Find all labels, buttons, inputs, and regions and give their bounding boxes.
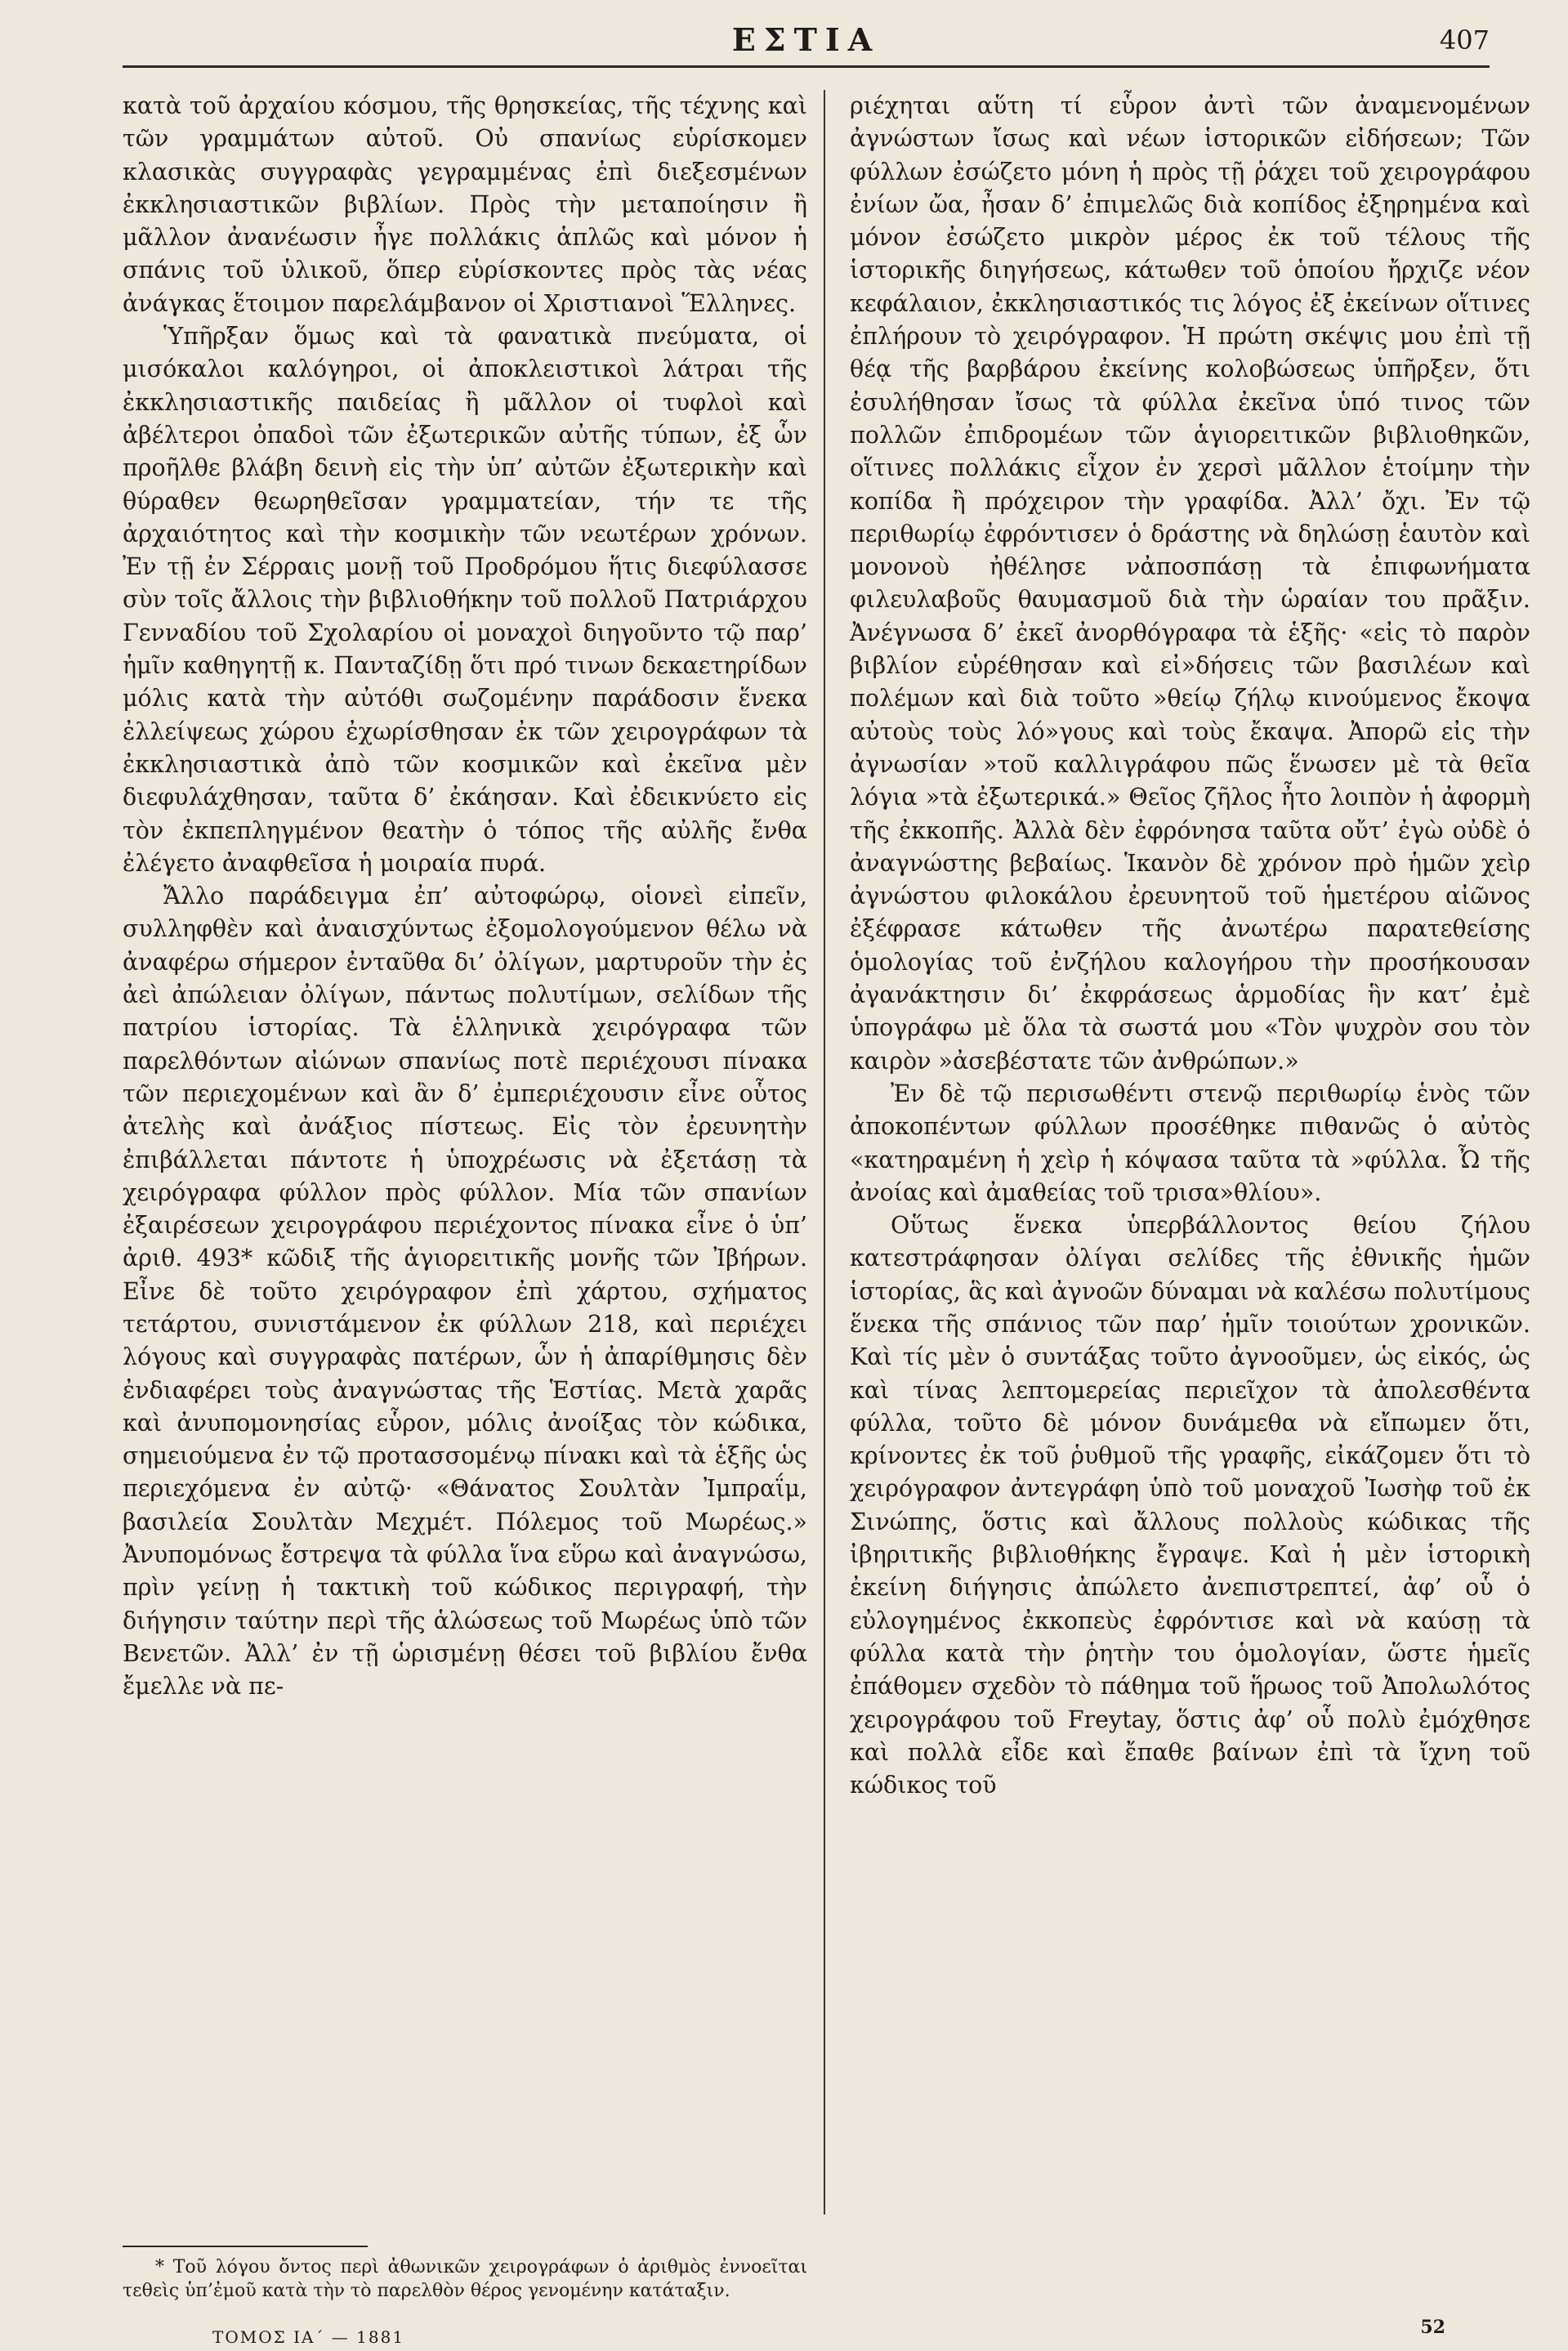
paragraph: Ἐν δὲ τῷ περισωθέντι στενῷ περιθωρίῳ ἑνὸς τῶν ἀποκοπέντων φύλλων προσέθηκε πιθανῶς ὁ αὐτὸς «κατηραμένη ἡ χεὶρ ἡ κόψασα ταῦτα τὰ »φύλλα. Ὦ τῆς ἀνοίας καὶ ἀμαθείας τοῦ τρισα»θλίου».	[850, 1079, 1530, 1206]
column-divider	[824, 90, 825, 2215]
running-head	[123, 21, 1490, 64]
volume-line: ΤΟΜΟΣ ΙΑ΄ — 1881	[212, 2327, 405, 2347]
paragraph: Ἄλλο παράδειγμα ἐπ’ αὐτοφώρῳ, οἱονεὶ εἰπεῖν, συλληφθὲν καὶ ἀναισχύντως ἐξομολογούμενον θέλω νὰ ἀναφέρω σήμερον ἐνταῦθα δι’ ὀλίγων, μαρτυροῦν τὴν ἐς ἀεὶ ἀπώλειαν ὀλίγων, πάντως πολυτίμων, σελίδων τῆς πατρίου ἱστορίας. Τὰ ἑλληνικὰ χειρόγραφα τῶν παρελθόντων αἰώνων σπανίως ποτὲ περιέχουσι πίνακα τῶν περιεχομένων καὶ ἂν δ’ ἐμπεριέχουσιν εἶνε οὗτος ἀτελὴς καὶ ἀνάξιος πίστεως. Εἰς τὸν ἐρευνητὴν ἐπιβάλλεται πάντοτε ἡ ὑποχρέωσις νὰ ἐξετάσῃ τὰ χειρόγραφα φύλλον πρὸς φύλλον. Μία τῶν σπανίων ἐξαιρέσεων χειρογράφου περιέχοντος πίνακα εἶνε ὁ ὑπ’ ἀριθ. 493* κῶδιξ τῆς ἁγιορειτικῆς μονῆς τῶν Ἰβήρων. Εἶνε δὲ τοῦτο χειρόγραφον ἐπὶ χάρτου, σχήματος τετάρτου, συνιστάμενον ἐκ φύλλων 218, καὶ περιέχει λόγους καὶ συγγραφὰς πατέρων, ὧν ἡ ἀπαρίθμησις δὲν ἐνδιαφέρει τοὺς ἀναγνώστας τῆς Ἑστίας. Μετὰ χαρᾶς καὶ ἀνυπομονησίας εὗρον, μόλις ἀνοίξας τὸν κώδικα, σημειούμενα ἐν τῷ προτασσομένῳ πίνακι καὶ τὰ ἑξῆς ὡς περιεχόμενα ἐν αὐτῷ· «Θάνατος Σουλτὰν Ἰμπραΐμ, βασιλεία Σουλτὰν Μεχμέτ. Πόλεμος τοῦ Μωρέως.» Ἀνυπομόνως ἔστρεψα τὰ φύλλα ἵνα εὕρω καὶ ἀναγνώσω, πρὶν γείνῃ ἡ τακτικὴ τοῦ κώδικος περιγραφή, τὴν διήγησιν ταύτην περὶ τῆς ἁλώσεως τοῦ Μωρέως ὑπὸ τῶν Βενετῶν. Ἀλλ’ ἐν τῇ ὡρισμένῃ θέσει τοῦ βιβλίου ἔνθα ἔμελλε νὰ πε-	[123, 883, 807, 1701]
footnote-rule	[123, 2246, 368, 2247]
paragraph: Ὑπῆρξαν ὅμως καὶ τὰ φανατικὰ πνεύματα, οἱ μισόκαλοι καλόγηροι, οἱ ἀποκλειστικοὶ λάτραι τῆς ἐκκλησιαστικῆς παιδείας ἢ μᾶλλον οἱ τυφλοὶ καὶ ἀβέλτεροι ὀπαδοὶ τῶν ἐξωτερικῶν αὐτῆς τύπων, ἐξ ὧν προῆλθε βλάβη δεινὴ εἰς τὴν ὑπ’ αὐτῶν ἐξωτερικὴν καὶ θύραθεν θεωρηθεῖσαν γραμματείαν, τήν τε τῆς ἀρχαιότητος καὶ τὴν κοσμικὴν τῶν νεωτέρων χρόνων. Ἐν τῇ ἐν Σέρραις μονῇ τοῦ Προδρόμου ἥτις διεφύλασσε σὺν τοῖς ἄλλοις τὴν βιβλιοθήκην τοῦ πολλοῦ Πατριάρχου Γενναδίου τοῦ Σχολαρίου οἱ μοναχοὶ διηγοῦντο τῷ παρ’ ἡμῖν καθηγητῇ κ. Πανταζίδῃ ὅτι πρό τινων δεκαετηρίδων μόλις κατὰ τὴν αὐτόθι σωζομένην παράδοσιν ἕνεκα ἐλλείψεως χώρου ἐχωρίσθησαν ἐκ τῶν χειρογράφων τὰ ἐκκλησιαστικὰ ἀπὸ τῶν κοσμικῶν καὶ ἐκεῖνα μὲν διεφυλάχθησαν, ταῦτα δ’ ἐκάησαν. Καὶ ἐδεικνύετο εἰς τὸν ἐκπεπληγμένον θεατὴν ὁ τόπος τῆς αὐλῆς ἔνθα ἐλέγετο ἀναφθεῖσα ἡ μοιραία πυρά.	[123, 323, 807, 877]
header-rule	[123, 65, 1490, 68]
journal-title: ΕΣΤΙΑ	[731, 21, 881, 58]
paragraph: κατὰ τοῦ ἀρχαίου κόσμου, τῆς θρησκείας, τῆς τέχνης καὶ τῶν γραμμάτων αὐτοῦ. Οὐ σπανίως εὑρίσκομεν κλασικὰς συγγραφὰς γεγραμμένας ἐπὶ διεξεσμένων ἐκκλησιαστικῶν βιβλίων. Πρὸς τὴν μεταποίησιν ἢ μᾶλλον ἀνανέωσιν ἦγε πολλάκις ἁπλῶς καὶ μόνον ἡ σπάνις τοῦ ὑλικοῦ, ὅπερ εὑρίσκοντες πρὸς τὰς νέας ἀνάγκας ἕτοιμον παρελάμβανον οἱ Χριστιανοὶ Ἕλληνες.	[123, 92, 807, 317]
page-number: 407	[1439, 25, 1490, 56]
signature-mark: 52	[1420, 2317, 1445, 2338]
footnote	[123, 2255, 807, 2303]
right-column	[850, 90, 1530, 1802]
left-column	[123, 90, 807, 1704]
paragraph: Οὕτως ἕνεκα ὑπερβάλλοντος θείου ζήλου κατεστράφησαν ὀλίγαι σελίδες τῆς ἐθνικῆς ἡμῶν ἱστορίας, ἃς καὶ ἀγνοῶν δύναμαι νὰ καλέσω πολυτίμους ἕνεκα τῆς σπάνιος τῶν παρ’ ἡμῖν τοιούτων χρονικῶν. Καὶ τίς μὲν ὁ συντάξας τοῦτο ἀγνοοῦμεν, ὡς εἰκός, ὡς καὶ τίνας λεπτομερείας περιεῖχον τὰ ἀπολεσθέντα φύλλα, τοῦτο δὲ μόνον δυνάμεθα νὰ εἴπωμεν ὅτι, κρίνοντες ἐκ τοῦ ῥυθμοῦ τῆς γραφῆς, εἰκάζομεν ὅτι τὸ χειρόγραφον ἀντεγράφη ὑπὸ τοῦ μοναχοῦ Ἰωσὴφ τοῦ ἐκ Σινώπης, ὅστις καὶ ἄλλους πολλοὺς κώδικας τῆς ἰβηριτικῆς βιβλιοθήκης ἔγραψε. Καὶ ἡ μὲν ἱστορικὴ ἐκείνη διήγησις ἀπώλετο ἀνεπιστρεπτεί, ἀφ’ οὗ ὁ εὐλογημένος ἐκκοπεὺς ἐφρόντισε καὶ νὰ καύσῃ τὰ φύλλα κατὰ τὴν ῥητὴν του ὁμολογίαν, ὥστε ἡμεῖς ἐπάθομεν σχεδὸν τὸ πάθημα τοῦ ἥρωος τοῦ Ἀπολωλότος χειρογράφου τοῦ Freytay, ὅστις ἀφ’ οὗ πολὺ ἐμόχθησε καὶ πολλὰ εἶδε καὶ ἔπαθε βαίνων ἐπὶ τὰ ἴχνη τοῦ κώδικος τοῦ	[850, 1212, 1530, 1799]
paragraph: ριέχηται αὕτη τί εὗρον ἀντὶ τῶν ἀναμενομένων ἀγνώστων ἴσως καὶ νέων ἱστορικῶν εἰδήσεων; Τῶν φύλλων ἐσώζετο μόνη ἡ πρὸς τῇ ῥάχει τοῦ χειρογράφου ἐνίων ὤα, ἦσαν δ’ ἐπιμελῶς διὰ κοπίδος ἐξηρημένα καὶ μόνον ἐσώζετο μικρὸν μέρος ἐκ τοῦ τέλους τῆς ἱστορικῆς διηγήσεως, κάτωθεν τοῦ ὁποίου ἤρχιζε νέον κεφάλαιον, ἐκκλησιαστικός τις λόγος ἐξ ἐκείνων οἵτινες ἐπλήρουν τὸ χειρόγραφον. Ἡ πρώτη σκέψις μου ἐπὶ τῇ θέᾳ τῆς βαρβάρου ἐκείνης κολοβώσεως ὑπῆρξεν, ὅτι ἐσυλήθησαν ἴσως τὰ φύλλα ἐκεῖνα ὑπό τινος τῶν πολλῶν ἐπιδρομέων τῶν ἁγιορειτικῶν βιβλιοθηκῶν, οἵτινες πολλάκις εἶχον ἐν χερσὶ μᾶλλον ἑτοίμην τὴν κοπίδα ἢ πρόχειρον τὴν γραφίδα. Ἀλλ’ ὄχι. Ἐν τῷ περιθωρίῳ ἐφρόντισεν ὁ δράστης νὰ δηλώσῃ ἑαυτὸν καὶ μονονοὺ ἠθέλησε νἀποσπάσῃ τὰ ἐπιφωνήματα φιλευλαβοῦς θαυμασμοῦ διὰ τὴν ὡραίαν του πρᾶξιν. Ἀνέγνωσα δ’ ἐκεῖ ἀνορθόγραφα τὰ ἑξῆς· «εἰς τὸ παρὸν βιβλίον εὑρέθησαν καὶ εἰ»δήσεις τῶν βασιλέων καὶ πολέμων καὶ διὰ τοῦτο »θείῳ ζήλῳ κινούμενος ἔκοψα αὐτοὺς τοὺς λό»γους καὶ τοὺς ἔκαψα. Ἀπορῶ εἰς τὴν ἀγνωσίαν »τοῦ καλλιγράφου πῶς ἕνωσεν μὲ τὰ θεῖα λόγια »τὰ ἐξωτερικά.» Θεῖος ζῆλος ἦτο λοιπὸν ἡ ἀφορμὴ τῆς ἐκκοπῆς. Ἀλλὰ δὲν ἐφρόνησα ταῦτα οὔτ’ ἐγὼ οὐδὲ ὁ ἀναγνώστης βεβαίως. Ἱκανὸν δὲ χρόνον πρὸ ἡμῶν χεὶρ ἀγνώστου φιλοκάλου ἐρευνητοῦ τοῦ ἡμετέρου αἰῶνος ἐξέφρασε κάτωθεν τῆς ἀνωτέρω παρατεθείσης ὁμολογίας τοῦ ἐνζήλου καλογήρου τὴν προσήκουσαν ἀγανάκτησιν δι’ ἐκφράσεως ἁρμοδίας ἣν κατ’ ἐμὲ ὑπογράφω μὲ ὅλα τὰ σωστά μου «Τὸν ψυχρὸν σου τὸν καιρὸν »ἀσεβέστατε τῶν ἀνθρώπων.»	[850, 92, 1530, 1075]
footnote-text: * Τοῦ λόγου ὄντος περὶ ἀθωνικῶν χειρογράφων ὁ ἀριθμὸς ἐννοεῖται τεθεὶς ὑπ’ἐμοῦ κατὰ τὴν τὸ παρελθὸν θέρος γενομένην κατάταξιν.	[123, 2257, 807, 2301]
